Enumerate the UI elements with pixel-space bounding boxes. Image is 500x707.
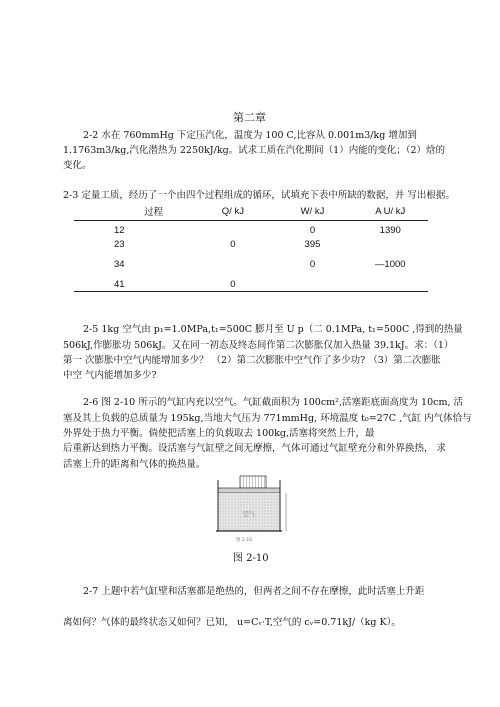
air-label: 空气 [243,511,256,518]
problem-2-6-line-1: 2-6 图 2-10 所示的气缸内充以空气。气缸截面积为 100cm²,活塞距底面高度为 10cm, 活 [83,397,463,408]
problem-2-5-line-1: 2-5 1kg 空气由 p₁=1.0MPa,t₁=500C 膨月至 U p（二 0.1MPa, t₁=500C ,得到的热量 [83,324,463,335]
problem-2-7-line-2: 离如何？气体的最终状态又如何？已知， u=Cᵥ·T,空气的 cᵥ=0.71kJ/（kg K）。 [63,617,401,628]
problem-2-6-line-2: 塞及其上负载的总质量为 195kg,当地大气压为 771mmHg, 环境温度 t₀=27C ,气缸 内气体恰与 [63,413,472,424]
table-header-row [74,204,428,221]
table-cell: 0 [309,225,316,236]
table-cell [272,273,352,292]
cycle-table [74,204,428,292]
table-header-du: A U/ kJ [352,204,428,221]
problem-2-6-line-4: 后重新达到热力平衡。设活塞与气缸壁之间无摩擦，气体可通过气缸壁充分和外界换热， 求 [63,443,447,454]
table-cell: 1390 [379,225,401,236]
table-cell [352,239,428,253]
problem-2-2-line-3: 变化。 [63,160,92,171]
load-block [240,476,266,488]
table-cell: —1000 [374,259,406,270]
problem-2-5-line-3: 第一 次膨胀中空气内能增加多少？ （2）第二次膨胀中空气作了多少功? （3）第二次膨胀 [63,355,441,366]
table-cell: 34 [114,259,125,270]
problem-2-5-line-2: 506kJ,作膨胀功 506kJ。又在同一初态及终态间作第二次膨胀仅加入热量 39.1kJ。求：（1） [63,340,454,351]
chapter-title: 第二章 [233,111,266,124]
table-cell: 12 [114,225,125,236]
table-cell: 0 [309,259,316,270]
cylinder-piston-figure [210,474,292,544]
table-cell: 395 [304,239,321,250]
table-header-q: Q/ kJ [193,204,272,221]
problem-2-5-line-4: 中空 气内能增加多少? [63,370,157,381]
problem-2-2-line-1: 2-2 水在 760mmHg 下定压汽化，温度为 100 C,比容从 0.001m3/kg 增加到 [83,130,417,141]
table-cell: 23 [114,239,125,250]
problem-2-7-line-1: 2-7 上题中若气缸壁和活塞都是绝热的，但两者之间不存在摩擦，此时活塞上升距 [83,586,425,597]
table-row [74,239,428,253]
table-cell: 0 [193,273,272,292]
figure-small-caption: 图 2-10 [236,538,253,543]
figure-caption: 图 2-10 [233,553,269,564]
piston [218,488,280,493]
table-row [74,221,428,240]
problem-2-2-line-2: 1.1763m3/kg,汽化潜热为 2250kJ/kg。试求工质在汽化期间（1）内能的变化；（2）焓的 [63,145,445,156]
table-row [74,253,428,273]
problem-2-6-line-5: 活塞上升的距离和气体的换热量。 [63,459,206,470]
problem-2-3-text: 2-3 定量工质，经历了一个由四个过程组成的循环，试填充下表中所缺的数据，并 写出根据。 [63,190,455,201]
problem-2-6-line-3: 外界处于热力平衡。倘使把活塞上的负载取去 100kg,活塞将突然上升，最 [63,428,375,439]
table-cell [193,253,272,273]
table-header-w: W/ kJ [272,204,352,221]
table-cell [193,221,272,240]
table-cell: 41 [74,273,193,292]
table-cell: 0 [230,239,236,250]
table-cell [352,273,428,292]
table-row [74,273,428,292]
table-header-process: 过程 [74,204,193,221]
